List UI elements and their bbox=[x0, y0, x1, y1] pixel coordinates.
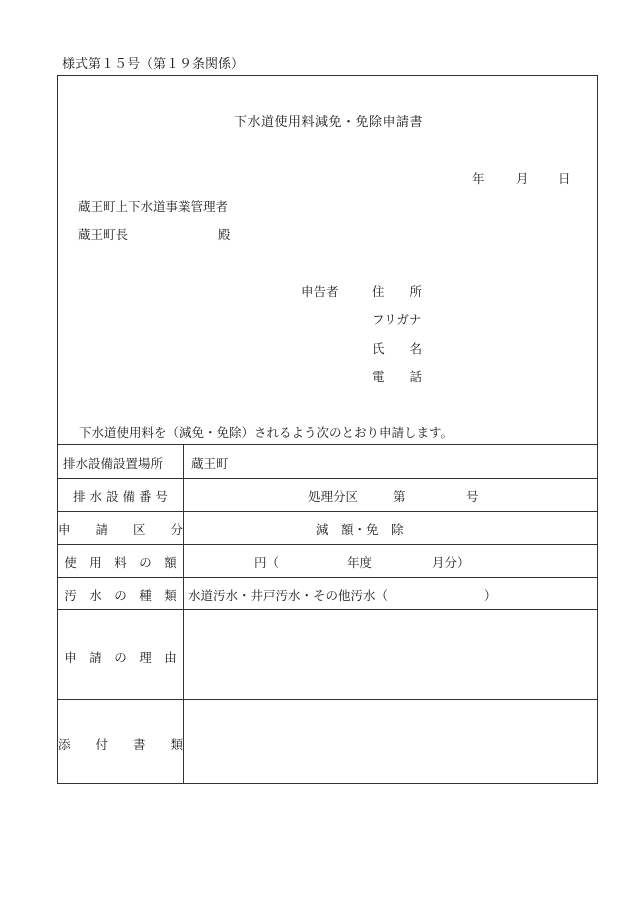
amount-fiscal-year: 年度 bbox=[347, 555, 373, 570]
application-statement: 下水道使用料を（減免・免除）されるよう次のとおり申請します。 bbox=[79, 425, 454, 440]
category-label: 申 請 区 分 bbox=[58, 522, 184, 537]
applicant-label: 申告者 bbox=[301, 284, 339, 299]
row-divider bbox=[58, 577, 597, 578]
sewage-type-close: ） bbox=[484, 588, 497, 603]
sewage-type-label: 汚 水 の 種 類 bbox=[64, 588, 177, 603]
applicant-phone-label: 電 話 bbox=[372, 369, 423, 384]
row-divider bbox=[58, 699, 597, 700]
addressee-line-2: 蔵王町長 bbox=[78, 227, 129, 242]
sewage-type-value: 水道汚水・井戸汚水・その他汚水（ bbox=[188, 588, 389, 603]
column-divider bbox=[183, 444, 184, 783]
addressee-line-1: 蔵王町上下水道事業管理者 bbox=[78, 199, 229, 214]
category-value: 減 額・免 除 bbox=[316, 522, 404, 537]
amount-yen: 円（ bbox=[254, 555, 280, 570]
applicant-name-label: 氏 名 bbox=[372, 341, 423, 356]
treatment-district-label: 処理分区 bbox=[308, 489, 359, 504]
row-divider bbox=[58, 609, 597, 610]
addressee-honorific: 殿 bbox=[218, 227, 231, 242]
facility-number-label: 排 水 設 備 番 号 bbox=[73, 489, 168, 504]
form-number: 様式第１５号（第１９条関係） bbox=[62, 57, 245, 72]
location-value: 蔵王町 bbox=[191, 456, 229, 471]
amount-month: 月分） bbox=[432, 555, 470, 570]
attachments-label: 添 付 書 類 bbox=[58, 737, 184, 752]
number-suffix: 号 bbox=[466, 489, 479, 504]
applicant-furigana-label: フリガナ bbox=[372, 312, 422, 327]
row-divider bbox=[58, 511, 597, 512]
fee-amount-label: 使 用 料 の 額 bbox=[64, 555, 177, 570]
form-title: 下水道使用料減免・免除申請書 bbox=[233, 115, 423, 130]
row-divider bbox=[58, 544, 597, 545]
date-year-label: 年 bbox=[472, 171, 485, 186]
number-prefix: 第 bbox=[393, 489, 406, 504]
application-form-frame bbox=[57, 75, 598, 784]
table-top-border bbox=[58, 444, 597, 445]
date-day-label: 日 bbox=[558, 171, 571, 186]
row-divider bbox=[58, 478, 597, 479]
date-month-label: 月 bbox=[516, 171, 529, 186]
reason-label: 申 請 の 理 由 bbox=[64, 650, 177, 665]
applicant-address-label: 住 所 bbox=[372, 284, 423, 299]
location-label: 排水設備設置場所 bbox=[63, 456, 164, 471]
